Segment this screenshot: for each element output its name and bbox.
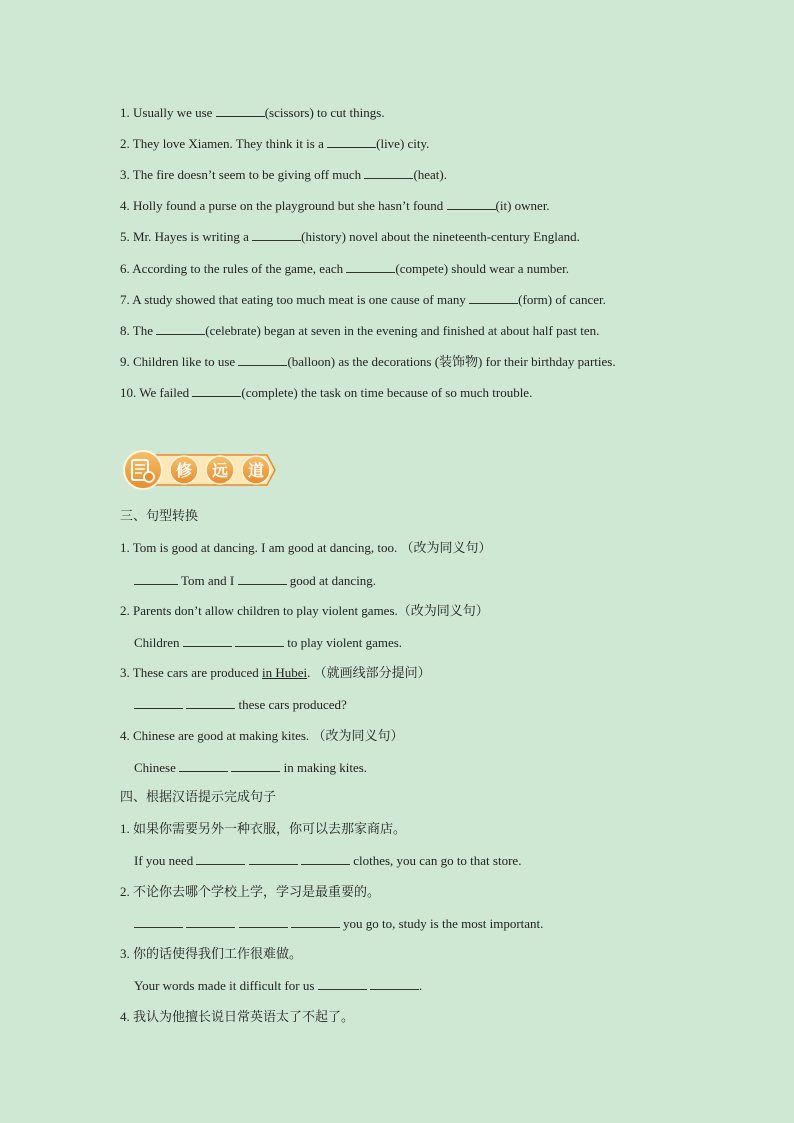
answer-blank[interactable] <box>216 104 265 117</box>
answer-3-1: Tom and I good at dancing. <box>134 572 376 589</box>
answer-blank[interactable] <box>235 634 284 647</box>
answer-blank[interactable] <box>239 915 288 928</box>
answer-blank[interactable] <box>183 634 232 647</box>
answer-blank[interactable] <box>301 852 350 865</box>
section-heading-4: 四、根据汉语提示完成句子 <box>120 790 277 805</box>
exercise-item-1: 1. Usually we use (scissors) to cut things. <box>120 105 385 120</box>
answer-blank[interactable] <box>469 291 518 304</box>
answer-blank[interactable] <box>179 759 228 772</box>
exercise-item-10: 10. We failed (complete) the task on time because of so much trouble. <box>120 385 533 400</box>
question-3-4: 4. Chinese are good at making kites. （改为同义句） <box>120 728 404 744</box>
answer-blank[interactable] <box>238 353 287 366</box>
answer-blank[interactable] <box>346 260 395 273</box>
question-4-1: 1. 如果你需要另外一种衣服，你可以去那家商店。 <box>120 821 407 837</box>
answer-blank[interactable] <box>186 915 235 928</box>
underlined-phrase: in Hubei <box>261 665 308 680</box>
question-3-1: 1. Tom is good at dancing. I am good at dancing, too. （改为同义句） <box>120 540 492 556</box>
answer-blank[interactable] <box>364 166 413 179</box>
answer-blank[interactable] <box>318 977 367 990</box>
answer-blank[interactable] <box>447 197 496 210</box>
exercise-item-3: 3. The fire doesn’t seem to be giving off much (heat). <box>120 167 447 182</box>
section-banner <box>121 449 277 491</box>
exercise-item-4: 4. Holly found a purse on the playground but she hasn’t found (it) owner. <box>120 198 550 213</box>
banner-char-1: 修 <box>175 461 193 480</box>
answer-blank[interactable] <box>249 852 298 865</box>
answer-blank[interactable] <box>238 572 287 585</box>
banner-char-2: 远 <box>211 461 229 480</box>
section-heading-3: 三、句型转换 <box>120 509 199 524</box>
exercise-item-6: 6. According to the rules of the game, each (compete) should wear a number. <box>120 261 569 276</box>
answer-blank[interactable] <box>192 384 241 397</box>
answer-blank[interactable] <box>134 696 183 709</box>
book-icon <box>124 451 162 489</box>
question-4-3: 3. 你的话使得我们工作很难做。 <box>120 946 303 962</box>
answer-blank[interactable] <box>134 915 183 928</box>
answer-blank[interactable] <box>196 852 245 865</box>
banner-char-3: 道 <box>247 461 265 480</box>
answer-4-1: If you need clothes, you can go to that store. <box>134 853 522 868</box>
exercise-item-2: 2. They love Xiamen. They think it is a (live) city. <box>120 136 430 151</box>
exercise-item-7: 7. A study showed that eating too much meat is one cause of many (form) of cancer. <box>120 292 606 307</box>
answer-3-3: these cars produced? <box>134 696 347 713</box>
answer-blank[interactable] <box>252 228 301 241</box>
question-4-2: 2. 不论你去哪个学校上学，学习是最重要的。 <box>120 884 381 900</box>
answer-blank[interactable] <box>370 977 419 990</box>
answer-3-4: Chinese in making kites. <box>134 760 368 775</box>
answer-3-2: Children to play violent games. <box>134 635 403 650</box>
answer-blank[interactable] <box>327 135 376 148</box>
answer-4-3: Your words made it difficult for us . <box>134 978 423 993</box>
question-4-4: 4. 我认为他擅长说日常英语太了不起了。 <box>120 1009 355 1025</box>
exercise-item-5: 5. Mr. Hayes is writing a (history) novel about the nineteenth-century England. <box>120 229 580 244</box>
exercise-item-8: 8. The (celebrate) began at seven in the evening and finished at about half past ten. <box>120 323 600 338</box>
answer-4-2: you go to, study is the most important. <box>134 915 543 932</box>
answer-blank[interactable] <box>231 759 280 772</box>
answer-blank[interactable] <box>134 572 178 585</box>
answer-blank[interactable] <box>291 915 340 928</box>
question-3-3: 3. These cars are produced in Hubei. （就画线部分提问） <box>120 665 431 681</box>
answer-blank[interactable] <box>156 322 205 335</box>
question-3-2: 2. Parents don’t allow children to play violent games.（改为同义句） <box>120 603 489 619</box>
exercise-item-9: 9. Children like to use (balloon) as the decorations (装饰物) for their birthday parties. <box>120 354 616 369</box>
answer-blank[interactable] <box>186 696 235 709</box>
